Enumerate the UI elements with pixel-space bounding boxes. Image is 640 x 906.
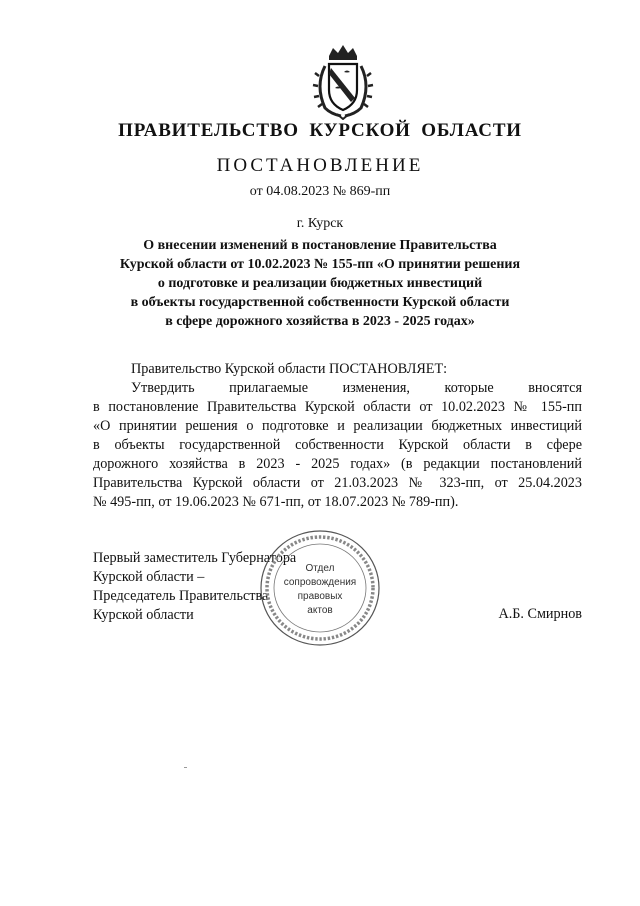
body-line: дорожного хозяйства в 2023 - 2025 годах» (в редакции постановлений	[93, 456, 582, 472]
stamp-line: Отдел	[305, 563, 335, 574]
stamp-line: актов	[307, 605, 333, 616]
organization-title: ПРАВИТЕЛЬСТВО КУРСКОЙ ОБЛАСТИ	[118, 120, 522, 141]
official-stamp	[258, 527, 383, 649]
stamp-line: правовых	[297, 591, 343, 602]
body-line: Правительства Курской области от 21.03.2023 № 323-пп, от 25.04.2023	[93, 475, 582, 491]
resolution-intro: Правительство Курской области ПОСТАНОВЛЯЕТ:	[131, 361, 448, 377]
document-type: ПОСТАНОВЛЕНИЕ	[216, 155, 424, 176]
body-line: Утвердить прилагаемые изменения, которые вносятся	[131, 380, 582, 396]
heading-line: О внесении изменений в постановление Правительства	[143, 238, 497, 253]
body-line: в постановление Правительства Курской области от 10.02.2023 № 155-пп	[93, 399, 582, 415]
signatory-name: А.Б. Смирнов	[498, 606, 582, 622]
signatory-position-line: Курской области	[93, 607, 194, 623]
document-body	[93, 360, 582, 512]
scan-artifact	[184, 767, 187, 768]
signatory-position-line: Председатель Правительства	[93, 588, 269, 604]
signatory-position-line: Курской области –	[93, 569, 205, 585]
document-date-number: от 04.08.2023 № 869-пп	[249, 184, 391, 199]
heading-line: Курской области от 10.02.2023 № 155-пп «О принятии решения	[119, 257, 521, 272]
stamp-line: сопровождения	[283, 577, 357, 588]
body-line: «О принятии решения о подготовке и реализации бюджетных инвестиций	[93, 418, 582, 434]
heading-line: в объекты государственной собственности Курской области	[130, 295, 510, 310]
heading-line: в сфере дорожного хозяйства в 2023 - 2025 годах»	[165, 314, 475, 329]
body-line: № 495-пп, от 19.06.2023 № 671-пп, от 18.07.2023 № 789-пп).	[93, 494, 459, 510]
body-line: в объекты государственной собственности Курской области в сфере	[93, 437, 582, 453]
document-city: г. Курск	[296, 216, 344, 231]
heading-line: о подготовке и реализации бюджетных инвестиций	[157, 276, 483, 291]
signatory-position-line: Первый заместитель Губернатора	[93, 550, 297, 566]
coat-of-arms-emblem	[311, 42, 375, 120]
document-heading	[0, 236, 640, 331]
